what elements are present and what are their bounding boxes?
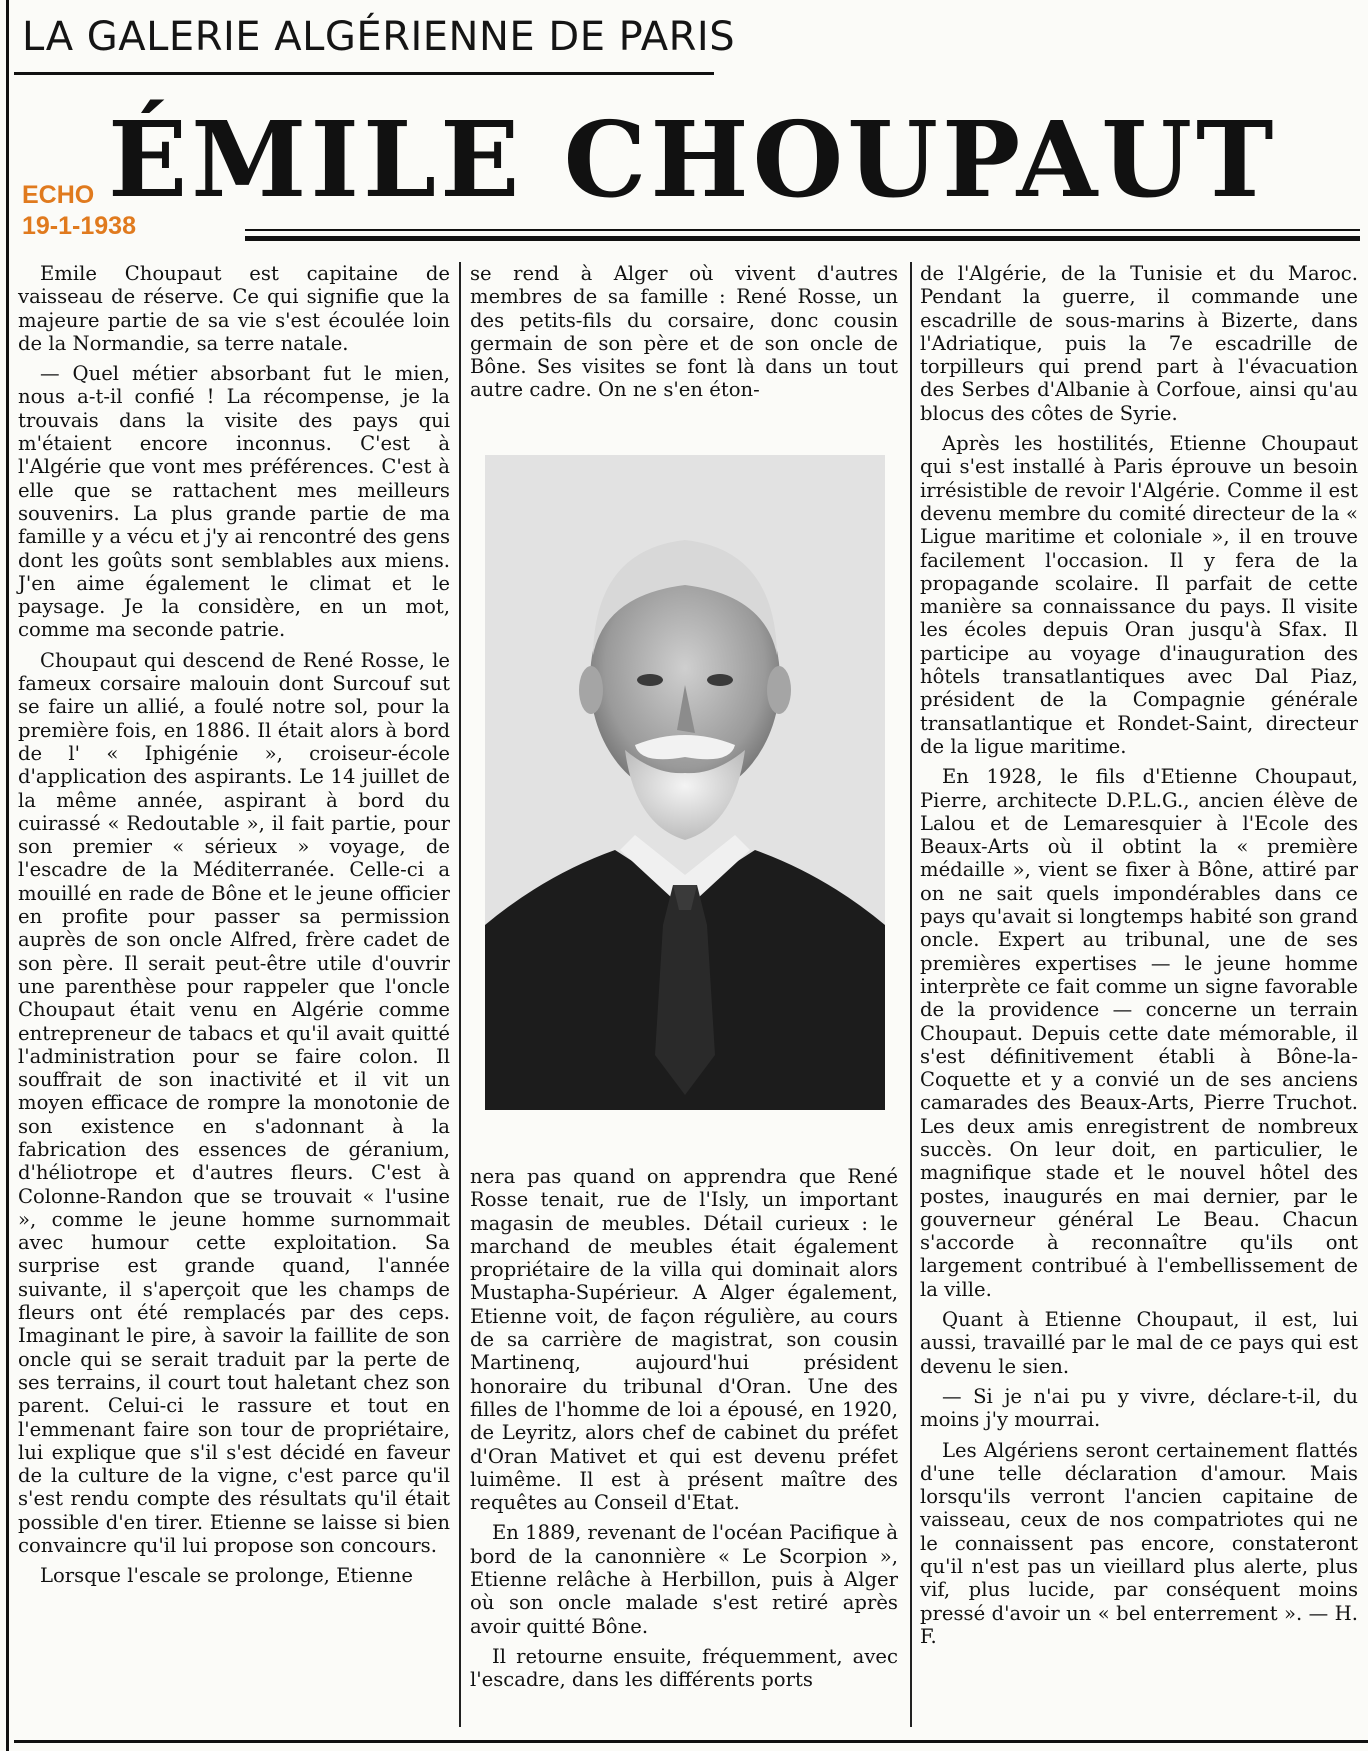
column-divider-2: [910, 262, 912, 1727]
paragraph: nera pas quand on apprendra que René Rosse tenait, rue de l'Isly, un important magasin de meubles. Détail curieux : le marchand de meubles était également propriétaire de la villa qui dominait alors Mustapha-Supérieur. A Alger également, Etienne voit, de façon régulière, au cours de sa carrière de magistrat, son cousin Martinenq, aujourd'hui président honoraire du tribunal d'Oran. Une des filles de l'homme de loi a épousé, en 1920, de Leyritz, alors chef de cabinet du préfet d'Oran Mativet et qui est devenu préfet luimême. Il est à présent maître des requêtes au Conseil d'Etat.: [470, 1165, 898, 1515]
article-column-2-bottom: [470, 1165, 898, 1699]
paragraph: — Quel métier absorbant fut le mien, nous a-t-il confié ! La récompense, je la trouvais dans la visite des pays qui m'étaient encore inconnus. C'est à l'Algérie que vont mes préférences. C'est à elle que se rattachent mes meilleurs souvenirs. La plus grande partie de ma famille y a vécu et j'y ai rencontré des gens dont les goûts sont semblables aux miens. J'en aime également le climat et le paysage. Je la considère, en un mot, comme ma seconde patrie.: [18, 362, 450, 642]
headline: ÉMILE CHOUPAUT: [108, 98, 1278, 221]
article-column-3: [920, 262, 1358, 1655]
paragraph: de l'Algérie, de la Tunisie et du Maroc. Pendant la guerre, il commande une escadrille de sous-marins à Bizerte, dans l'Adriatique, puis la 7e escadrille de torpilleurs qui prend part à l'évacuation des Serbes d'Albanie à Corfoue, ainsi qu'au blocus des côtes de Syrie.: [920, 262, 1358, 425]
column-divider-1: [459, 262, 461, 1727]
paragraph: se rend à Alger où vivent d'autres membres de sa famille : René Rosse, un des petits-fils du corsaire, donc cousin germain de son père et de son oncle de Bône. Ses visites se font là dans un tout autre cadre. On ne s'en éton-: [470, 262, 898, 402]
article-column-1: [18, 262, 450, 1595]
portrait-photo: [485, 455, 885, 1110]
portrait-photo-icon: [485, 455, 885, 1110]
section-kicker: LA GALERIE ALGÉRIENNE DE PARIS: [22, 14, 736, 60]
bottom-border-rule: [14, 1740, 1368, 1743]
kicker-underline: [14, 72, 714, 75]
paragraph: Choupaut qui descend de René Rosse, le fameux corsaire malouin dont Surcouf sut se faire un allié, a foulé notre sol, pour la première fois, en 1886. Il était alors à bord de l' « Iphigénie », croiseur-école d'application des aspirants. Le 14 juillet de la même année, aspirant à bord du cuirassé « Redoutable », il fait partie, pour son premier « sérieux » voyage, de l'escadre de la Méditerranée. Celle-ci a mouillé en rade de Bône et le jeune officier en profite pour passer sa permission auprès de son oncle Alfred, frère cadet de son père. Il serait peut-être utile d'ouvrir une parenthèse pour rappeler que l'oncle Choupaut était venu en Algérie comme entrepreneur de tabacs et qu'il avait quitté l'administration pour se faire colon. Il souffrait de son inactivité et il vit un moyen efficace de rompre la monotonie de son existence en s'adonnant à la fabrication des essences de géranium, d'héliotrope et d'autres fleurs. C'est à Colonne-Randon que se trouvait « l'usine », comme le jeune homme surnommait avec humour cette exploitation. Sa surprise est grande quand, l'année suivante, il s'aperçoit que les champs de fleurs ont été remplacés par des ceps. Imaginant le pire, à savoir la faillite de son oncle qui se serait traduit par la perte de ses terrains, il court tout haletant chez son parent. Celui-ci le rassure et tout en l'emmenant faire son tour de propriétaire, lui explique que s'il s'est décidé en faveur de la culture de la vigne, c'est parce qu'il s'est rendu compte des résultats qu'il était possible d'en tirer. Etienne se laisse si bien convaincre qu'il lui propose son concours.: [18, 648, 450, 1558]
paragraph: Il retourne ensuite, fréquemment, avec l'escadre, dans les différents ports: [470, 1644, 898, 1692]
paragraph: Lorsque l'escale se prolonge, Etienne: [40, 1564, 413, 1588]
paragraph: Quant à Etienne Choupaut, il est, lui aussi, travaillé par le mal de ce pays qui est devenu le sien.: [920, 1308, 1358, 1378]
paragraph: Après les hostilités, Etienne Choupaut qui s'est installé à Paris éprouve un besoin irrésistible de revoir l'Algérie. Comme il est devenu membre du comité directeur de la « Ligue maritime et coloniale », il en trouve facilement l'occasion. Il y fera de la propagande scolaire. Il parfait de cette manière sa connaissance du pays. Il visite les écoles depuis Oran jusqu'à Sfax. Il participe au voyage d'inauguration des hôtels transatlantiques avec Dal Piaz, président de la Compagnie générale transatlantique et Rondet-Saint, directeur de la ligue maritime.: [920, 432, 1358, 758]
paragraph: En 1889, revenant de l'océan Pacifique à bord de la canonnière « Le Scorpion », Etienne relâche à Herbillon, puis à Alger où son oncle malade s'est retiré après avoir quitté Bône.: [470, 1521, 898, 1638]
paragraph: Les Algériens seront certainement flattés d'une telle déclaration d'amour. Mais lorsqu'ils verront l'ancien capitaine de vaisseau, ceux de nos compatriotes qui ne le connaissent pas encore, constateront qu'il n'est pas un vieillard plus alerte, plus vif, plus lucide, par conséquent moins pressé d'avoir un « bel enterrement ». — H. F.: [920, 1438, 1358, 1648]
paragraph: Emile Choupaut est capitaine de vaisseau de réserve. Ce qui signifie que la majeure partie de sa vie s'est écoulée loin de la Normandie, sa terre natale.: [18, 262, 450, 355]
article-column-2-top: [470, 262, 898, 409]
paragraph: — Si je n'ai pu y vivre, déclare-t-il, du moins j'y mourrai.: [920, 1384, 1358, 1432]
source-stamp-date: 19-1-1938: [22, 212, 136, 240]
headline-rule-thin: [245, 229, 1360, 231]
left-border-rule: [6, 0, 9, 1751]
headline-rule-thick: [245, 236, 1360, 241]
paragraph: En 1928, le fils d'Etienne Choupaut, Pierre, architecte D.P.L.G., ancien élève de Lalou et de Lemaresquier à l'Ecole des Beaux-Arts où il obtint la « première médaille », vient se fixer à Bône, attiré par on ne sait quels impondérables dans ce pays qu'avait si longtemps habité son grand oncle. Expert au tribunal, une de ses premières expertises — le jeune homme interprète ce fait comme un signe favorable de la providence — concerne un terrain Choupaut. Depuis cette date mémorable, il s'est définitivement établi à Bône-la-Coquette et y a convié un de ses anciens camarades des Beaux-Arts, Pierre Truchot. Les deux amis enregistrent de nombreux succès. On leur doit, en particulier, le magnifique stade et le nouvel hôtel des postes, inaugurés en mai dernier, par le gouverneur général Le Beau. Chacun s'accorde à reconnaître qu'ils ont largement contribué à l'embellissement de la ville.: [920, 765, 1358, 1301]
source-stamp-label: ECHO: [22, 181, 95, 209]
